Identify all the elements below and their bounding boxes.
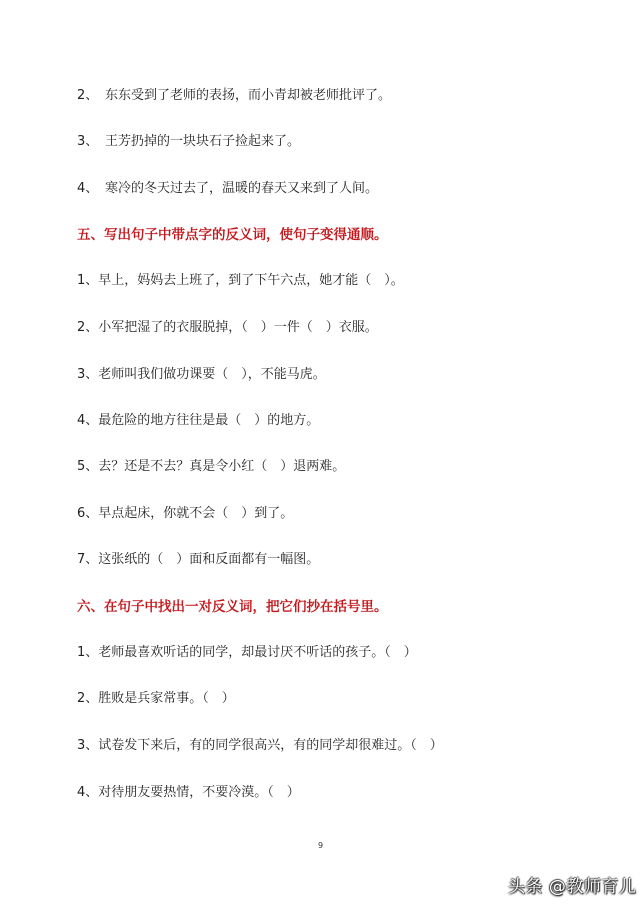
question-item: 6、早点起床，你就不会（ ）到了。 bbox=[77, 506, 294, 521]
item-text: 寒冷的冬天过去了，温暖的春天又来到了人间。 bbox=[105, 181, 379, 196]
item-text: 王芳扔掉的一块块石子捡起来了。 bbox=[105, 134, 301, 149]
question-item bbox=[77, 87, 391, 105]
question-item: 4、对待朋友要热情，不要冷漠。（ ） bbox=[77, 785, 300, 800]
question-item: 3、试卷发下来后，有的同学很高兴，有的同学却很难过。（ ） bbox=[77, 738, 443, 753]
watermark: 头条 @教师育儿 bbox=[508, 877, 637, 897]
question-item: 1、早上，妈妈去上班了，到了下午六点，她才能（ ）。 bbox=[77, 273, 404, 288]
item-number: 3、 bbox=[77, 134, 99, 149]
item-number: 4、 bbox=[77, 181, 99, 196]
page-number: 9 bbox=[318, 841, 324, 850]
question-item: 1、老师最喜欢听话的同学，却最讨厌不听话的孩子。（ ） bbox=[77, 645, 417, 660]
question-item bbox=[77, 133, 300, 151]
item-number: 2、 bbox=[77, 88, 99, 103]
question-item: 4、最危险的地方往往是最（ ）的地方。 bbox=[77, 413, 320, 428]
section-heading-5: 五、写出句子中带点字的反义词，使句子变得通顺。 bbox=[77, 227, 388, 243]
question-item: 2、小军把湿了的衣服脱掉，（ ）一件（ ）衣服。 bbox=[77, 320, 378, 335]
question-item bbox=[77, 180, 378, 198]
question-item: 7、这张纸的（ ）面和反面都有一幅图。 bbox=[77, 552, 320, 567]
section-heading-6: 六、在句子中找出一对反义词，把它们抄在括号里。 bbox=[77, 599, 388, 615]
item-text: 东东受到了老师的表扬，而小青却被老师批评了。 bbox=[105, 88, 392, 103]
question-item: 5、去？还是不去？真是令小红（ ）退两难。 bbox=[77, 459, 346, 474]
question-item: 3、老师叫我们做功课要（ ），不能马虎。 bbox=[77, 367, 326, 382]
question-item: 2、胜败是兵家常事。（ ） bbox=[77, 691, 235, 706]
